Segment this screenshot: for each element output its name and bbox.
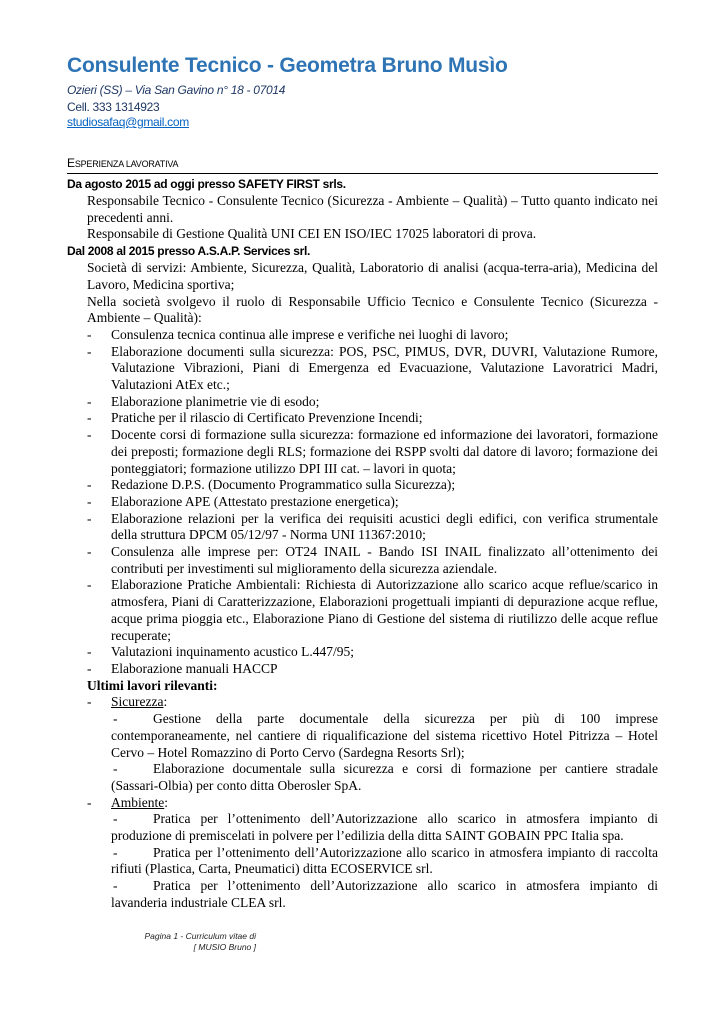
list-item-text: Consulenza alle imprese per: OT24 INAIL - Bando ISI INAIL finalizzato all’ottenimento dei contributi per investimenti sul miglioramento della sicurezza aziendale. <box>111 544 658 576</box>
category-label: Ambiente <box>111 794 165 810</box>
list-item <box>67 661 658 678</box>
footer-page-label: Pagina 1 - Curriculum vitae di <box>144 931 256 941</box>
phone-number: Cell. 333 1314923 <box>67 100 160 114</box>
list-item-text: Elaborazione documenti sulla sicurezza: POS, PSC, PIMUS, DVR, DUVRI, Valutazione Rumore, Valutazione Vibrazioni, Piani di Emergenza ed Evacuazione, Valutazione Lavoratrici Madri, Valutazioni AtEx etc.; <box>111 343 658 393</box>
sub-list-item <box>111 711 658 761</box>
sub-list-item-text: Elaborazione documentale sulla sicurezza e corsi di formazione per cantiere stradale (Sassari-Olbia) per conto ditta Oberosler SpA. <box>111 761 658 793</box>
sub-list-item-text: Pratica per l’ottenimento dell’Autorizzazione allo scarico in atmosfera impianto di lavanderia industriale CLEA srl. <box>111 878 658 910</box>
experience-body <box>67 176 658 912</box>
recent-works-heading: Ultimi lavori rilevanti: <box>87 677 218 693</box>
footer-name: [ MUSIO Bruno ] <box>193 942 256 952</box>
list-item <box>67 511 658 544</box>
section-heading-experience <box>67 156 658 174</box>
page-title: Consulente Tecnico - Geometra Bruno Musìo <box>67 54 508 77</box>
bullet-dash: - <box>87 644 92 660</box>
list-item <box>67 577 658 644</box>
bullet-dash: - <box>87 493 92 509</box>
job-heading: Da agosto 2015 ad oggi presso SAFETY FIRST srls. <box>67 177 346 191</box>
bullet-dash: - <box>87 427 92 443</box>
bullet-dash: - <box>87 343 92 359</box>
bullet-dash: - <box>87 794 92 810</box>
list-item <box>67 327 658 344</box>
section-heading-initial: E <box>67 156 75 170</box>
job-description: Nella società svolgevo il ruolo di Responsabile Ufficio Tecnico e Consulente Tecnico (Sicurezza - Ambiente – Qualità): <box>87 293 658 326</box>
bullet-dash: - <box>87 660 92 676</box>
bullet-dash: - <box>87 477 92 493</box>
bullet-dash: - <box>113 878 118 894</box>
bullet-dash: - <box>113 711 118 727</box>
bullet-dash: - <box>87 510 92 526</box>
list-item <box>67 494 658 511</box>
category-ambiente: - Ambiente: <box>87 794 169 810</box>
sub-list-item-text: Pratica per l’ottenimento dell’Autorizzazione allo scarico in atmosfera impianto di raccolta rifiuti (Plastica, Carta, Pneumatici) ditta ECOSERVICE srl. <box>111 844 658 877</box>
list-item-text: Valutazioni inquinamento acustico L.447/95; <box>111 644 354 660</box>
bullet-dash: - <box>113 844 118 860</box>
list-item-text: Pratiche per il rilascio di Certificato Prevenzione Incendi; <box>111 410 423 426</box>
job-description: Responsabile Tecnico - Consulente Tecnico (Sicurezza - Ambiente – Qualità) – Tutto quanto indicato nei precedenti anni. <box>87 193 658 225</box>
list-item <box>67 644 658 661</box>
bullet-dash: - <box>87 410 92 426</box>
list-item <box>67 477 658 494</box>
category-sicurezza: - Sicurezza: <box>87 694 168 710</box>
sub-list-item-text: Gestione della parte documentale della sicurezza per più di 100 imprese contemporaneamente, nel cantiere di riqualificazione del sistema ricettivo Hotel Pitrizza – Hotel Cervo – Hotel Romazzino di Porto Cervo (Sardegna Resorts Srl); <box>111 711 658 760</box>
page-footer <box>136 931 256 953</box>
sub-list-item <box>111 811 658 844</box>
list-item-text: Docente corsi di formazione sulla sicurezza: formazione ed informazione dei lavoratori, formazione dei preposti; formazione degli RLS; formazione dei RSPP svolti dal datore di lavoro; formazione dei ponteggiatori; formazione utilizzo DPI III cat. – lavori in quota; <box>111 427 658 476</box>
job-description: Responsabile di Gestione Qualità UNI CEI EN ISO/IEC 17025 laboratori di prova. <box>87 226 537 242</box>
list-item-text: Redazione D.P.S. (Documento Programmatico sulla Sicurezza); <box>111 477 456 493</box>
list-item-text: Elaborazione manuali HACCP <box>111 660 278 676</box>
list-item-text: Elaborazione relazioni per la verifica dei requisiti acustici degli edifici, con verifica strumentale della struttura DPCM 05/12/97 - Norma UNI 11367:2010; <box>111 510 658 543</box>
bullet-dash: - <box>113 811 118 827</box>
sub-list-item <box>111 845 658 878</box>
email-link[interactable]: studiosafaq@gmail.com <box>67 115 189 129</box>
bullet-dash: - <box>87 326 92 342</box>
sub-list-item <box>111 878 658 911</box>
sub-list-item-text: Pratica per l’ottenimento dell’Autorizzazione allo scarico in atmosfera impianto di produzione di premiscelati in polvere per l’edilizia della ditta SAINT GOBAIN PPC Italia spa. <box>111 811 658 844</box>
sub-list-item <box>111 761 658 794</box>
list-item-text: Consulenza tecnica continua alle imprese e verifiche nei luoghi di lavoro; <box>111 326 509 342</box>
category-label: Sicurezza <box>111 694 164 710</box>
list-item <box>67 344 658 394</box>
list-item-text: Elaborazione Pratiche Ambientali: Richiesta di Autorizzazione allo scarico acque reflue/scarico in atmosfera, Piani di Caratterizzazione, Elaborazioni progettuali impianti di depurazione acque reflue, acque prima pioggia etc., Elaborazione Piano di Gestione del sistema di riutilizzo delle acque reflue recuperate; <box>111 577 658 643</box>
job-heading: Dal 2008 al 2015 presso A.S.A.P. Services srl. <box>67 244 311 259</box>
address: Ozieri (SS) – Via San Gavino n° 18 - 07014 <box>67 83 286 97</box>
job-description: Società di servizi: Ambiente, Sicurezza, Qualità, Laboratorio di analisi (acqua-terra-aria), Medicina del Lavoro, Medicina sportiva; <box>87 260 658 292</box>
list-item <box>67 427 658 477</box>
bullet-dash: - <box>87 544 92 560</box>
list-item-text: Elaborazione planimetrie vie di esodo; <box>111 393 320 409</box>
list-item <box>67 410 658 427</box>
bullet-dash: - <box>87 393 92 409</box>
list-item-text: Elaborazione APE (Attestato prestazione energetica); <box>111 493 399 509</box>
section-heading-rest: SPERIENZA LAVORATIVA <box>74 159 179 169</box>
list-item <box>67 394 658 411</box>
bullet-dash: - <box>87 694 92 710</box>
bullet-dash: - <box>87 577 92 593</box>
list-item <box>67 544 658 577</box>
bullet-dash: - <box>113 761 118 777</box>
